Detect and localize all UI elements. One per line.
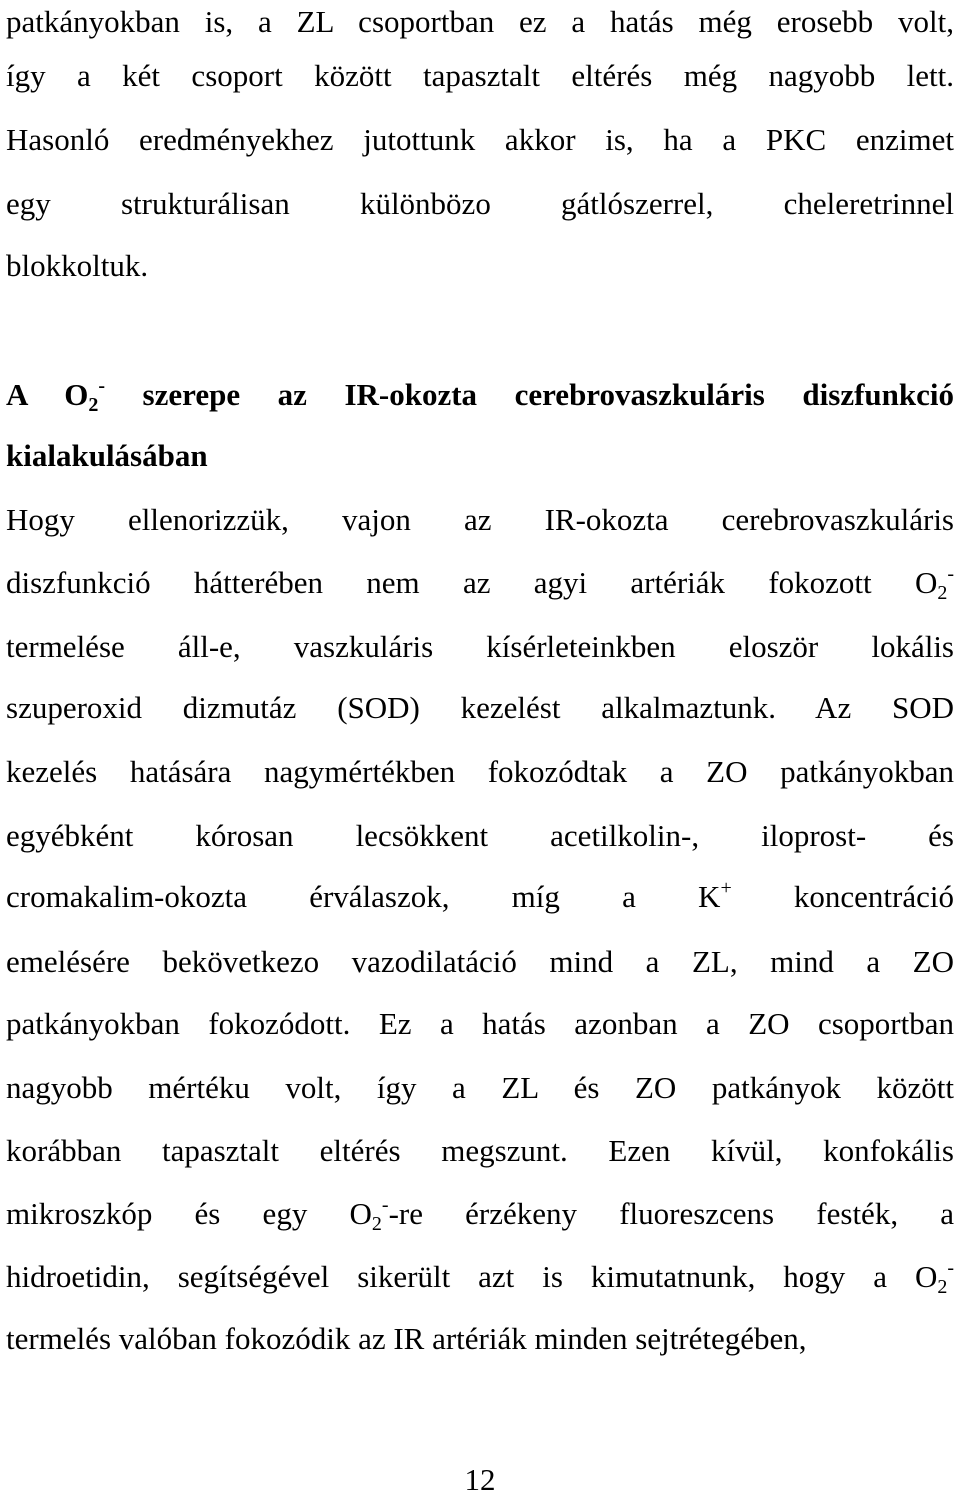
text-line: egy strukturálisan különbözo gátlószerrel, cheleretrinnel [6,186,954,221]
text-line: patkányokban is, a ZL csoportban ez a hatás még erosebb volt, [6,4,954,39]
text-line: egyébként kórosan lecsökkent acetilkolin-, iloprost- és [6,818,954,853]
text-line: nagyobb mértéku volt, így a ZL és ZO patkányok között [6,1070,954,1105]
section-heading-line2: kialakulásában [6,438,208,473]
page-number: 12 [464,1462,496,1497]
text-line: cromakalim-okozta érválaszok, míg a K+ koncentráció [6,877,954,914]
text-line: blokkoltuk. [6,248,149,283]
text-line: termelés valóban fokozódik az IR artériák minden sejtrétegében, [6,1321,807,1356]
text-line: mikroszkóp és egy $O_2^--re$ érzékeny fluoreszcens festék, a [6,1194,955,1235]
text-line: szuperoxid dizmutáz (SOD) kezelést alkalmaztunk. Az SOD [6,690,954,725]
text-line: így a két csoport között tapasztalt eltérés még nagyobb lett. [6,58,954,93]
text-line: diszfunkció hátterében nem az agyi artériák fokozott $O_2^-$ [6,563,954,604]
text-line: hidroetidin, segítségével sikerült azt is kimutatnunk, hogy a $O_2^-$ [6,1257,954,1298]
text-line: Hogy ellenorizzük, vajon az IR-okozta cerebrovaszkuláris [6,502,954,537]
text-line: termelése áll-e, vaszkuláris kísérleteinkben eloször lokális [6,629,954,664]
document-page [6,0,954,1499]
text-line: kezelés hatására nagymértékben fokozódtak a ZO patkányokban [6,754,954,789]
text-line: patkányokban fokozódott. Ez a hatás azonban a ZO csoportban [6,1006,954,1041]
section-heading: A $O_2^-$ szerepe az IR-okozta cerebrovaszkuláris diszfunkció [6,375,954,416]
text-line: Hasonló eredményekhez jutottunk akkor is, ha a PKC enzimet [6,122,954,157]
text-line: korábban tapasztalt eltérés megszunt. Ezen kívül, konfokális [6,1133,954,1168]
text-line: emelésére bekövetkezo vazodilatáció mind a ZL, mind a ZO [6,944,954,979]
